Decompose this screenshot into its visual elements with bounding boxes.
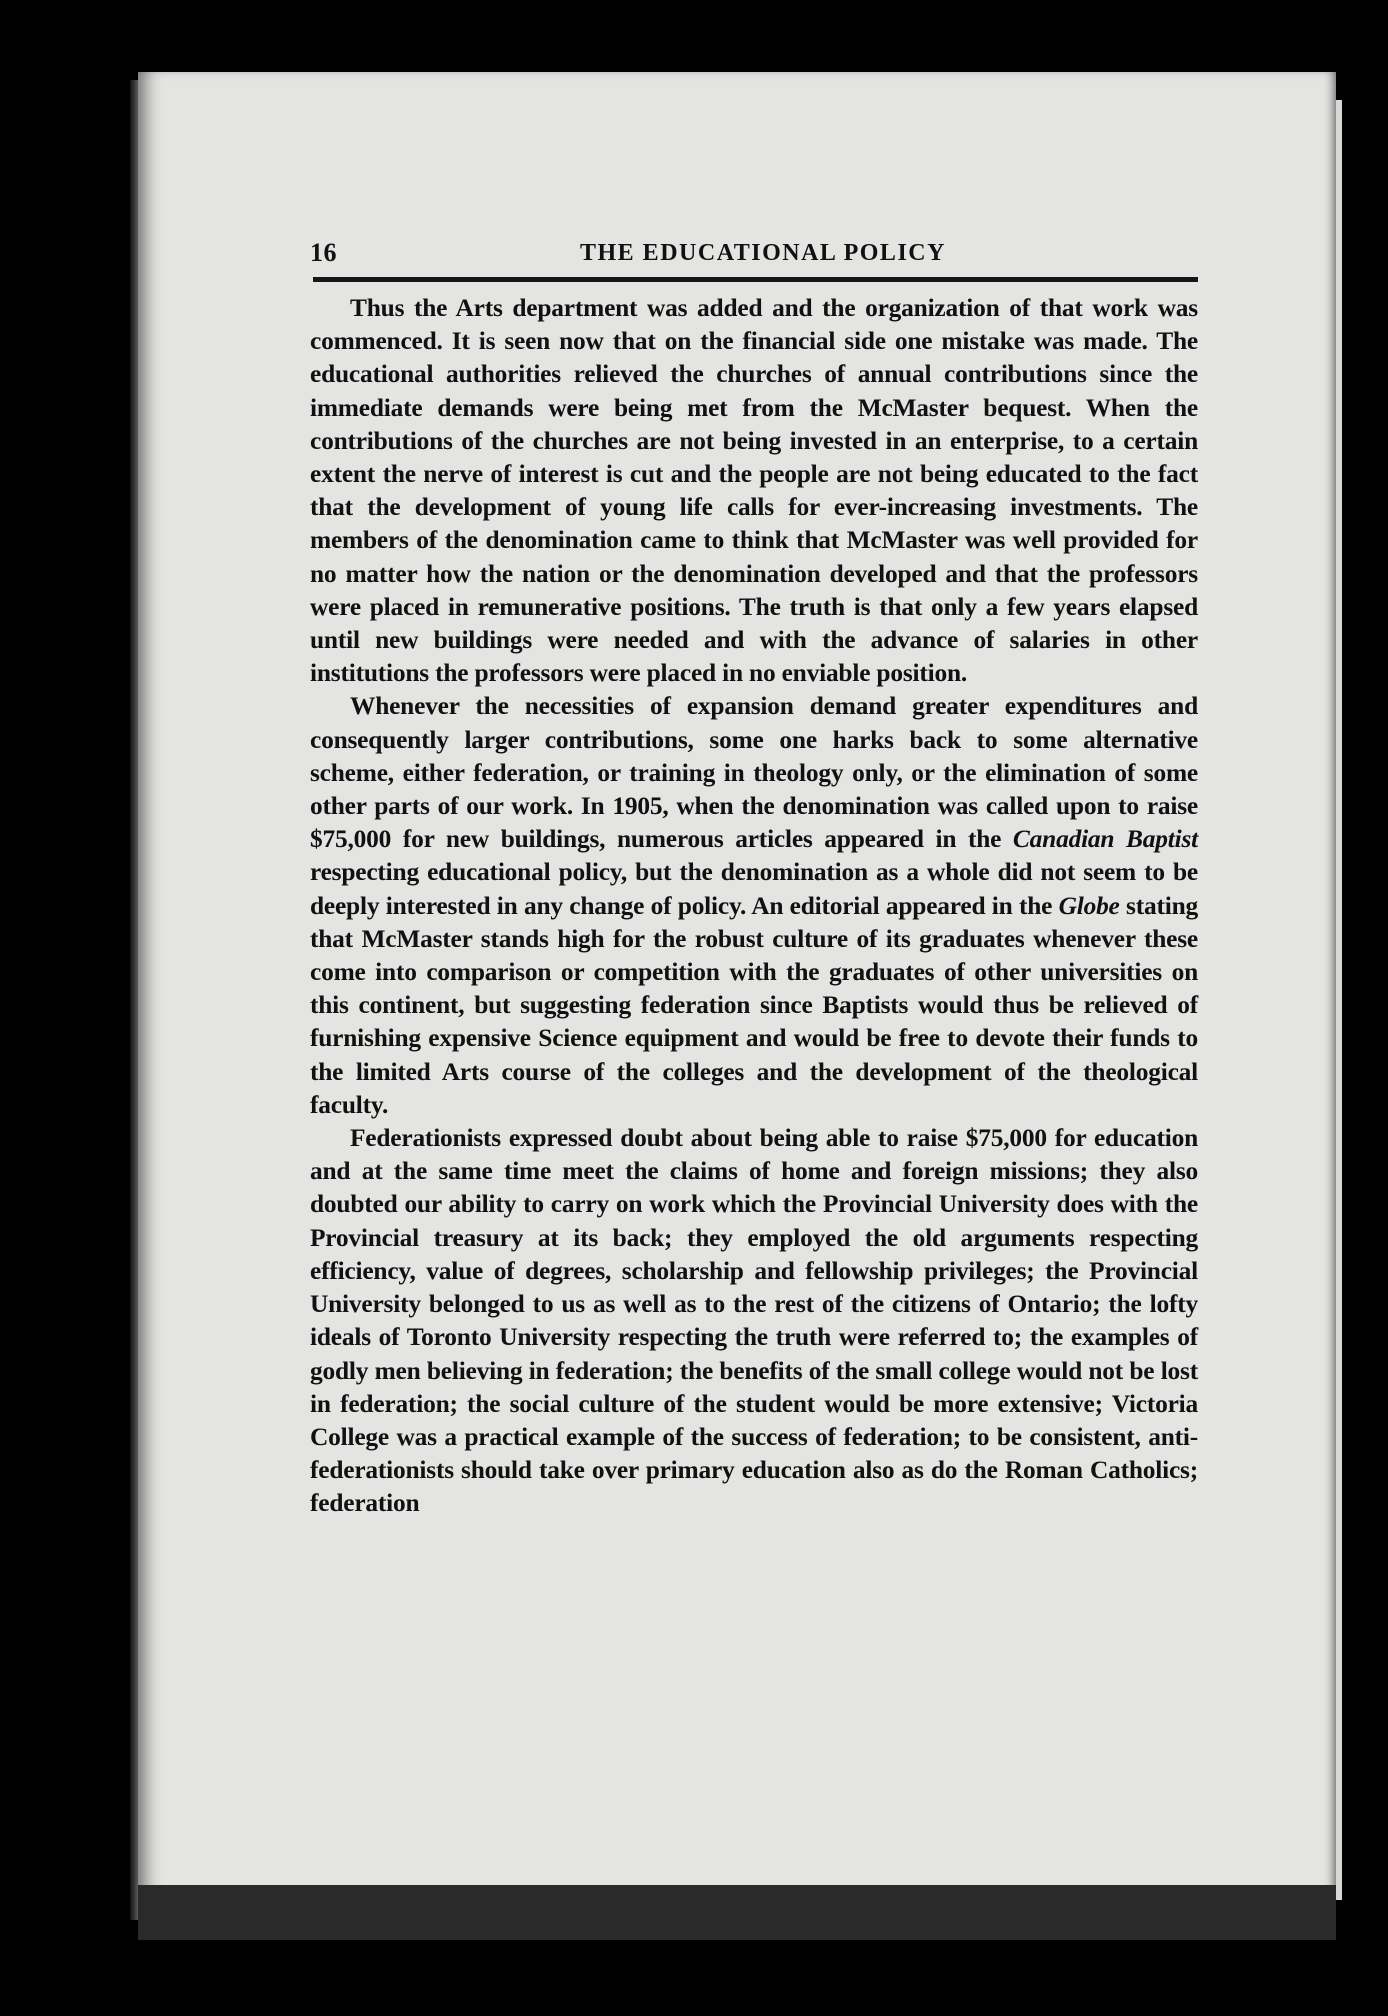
page-header <box>310 238 1198 272</box>
paragraph-2-text-c: stating that McMaster stands high for the robust culture of its graduates whenever these come into comparison or competition with the graduates of other universities on this continent, but suggesting federation since Baptists would thus be relieved of furnishing expensive Science equipment and would be free to devote their funds to the limited Arts course of the colleges and the development of the theological faculty. <box>310 891 1198 1119</box>
running-head: THE EDUCATIONAL POLICY <box>580 240 946 266</box>
paragraph-2-text-a: Whenever the necessities of expansion demand greater expenditures and consequently larger contributions, some one harks back to some alternative scheme, either federation, or training in theology only, or the elimination of some other parts of our work. In 1905, when the denomination was called upon to raise $75,000 for new buildings, numerous articles appeared in the <box>310 692 1198 854</box>
paragraph-1: Thus the Arts department was added and the organization of that work was commenced. It is seen now that on the financial side one mistake was made. The educational authorities relieved the churches of annual contributions since the immediate demands were being met from the McMaster bequest. When the contributions of the churches are not being invested in an enterprise, to a certain extent the nerve of interest is cut and the people are not being educated to the fact that the development of young life calls for ever-increasing investments. The members of the denomination came to think that McMaster was well provided for no matter how the nation or the denomination developed and that the professors were placed in remunerative positions. The truth is that only a few years elapsed until new buildings were needed and with the advance of salaries in other institutions the professors were placed in no enviable position. <box>310 294 1198 688</box>
body-text <box>310 292 1198 1521</box>
page-number: 16 <box>310 238 337 267</box>
header-rule <box>313 277 1198 282</box>
newspaper-title-canadian-baptist: Canadian Baptist <box>1012 825 1199 854</box>
scan-bottom-shadow <box>138 1885 1336 1940</box>
paragraph-2 <box>310 690 1198 1122</box>
paragraph-3: Federationists expressed doubt about being able to raise $75,000 for education and at the same time meet the claims of home and foreign missions; they also doubted our ability to carry on work which the Provincial University does with the Provincial treasury at its back; they employed the old arguments respecting efficiency, value of degrees, scholarship and fellowship privileges; the Provincial University belonged to us as well as to the rest of the citizens of Ontario; the lofty ideals of Toronto University respecting the truth were referred to; the examples of godly men believing in federation; the benefits of the small college would not be lost in federation; the social culture of the student would be more extensive; Victoria College was a practical example of the success of federation; to be consistent, anti-federationists should take over primary education also as do the Roman Catholics; federation <box>310 1124 1198 1518</box>
paragraph-2-text-b: respecting educational policy, but the denomination as a whole did not seem to be deeply interested in any change of policy. An editorial appeared in the <box>310 858 1198 920</box>
page-edge <box>1336 100 1342 1900</box>
newspaper-title-globe: Globe <box>1058 891 1120 920</box>
